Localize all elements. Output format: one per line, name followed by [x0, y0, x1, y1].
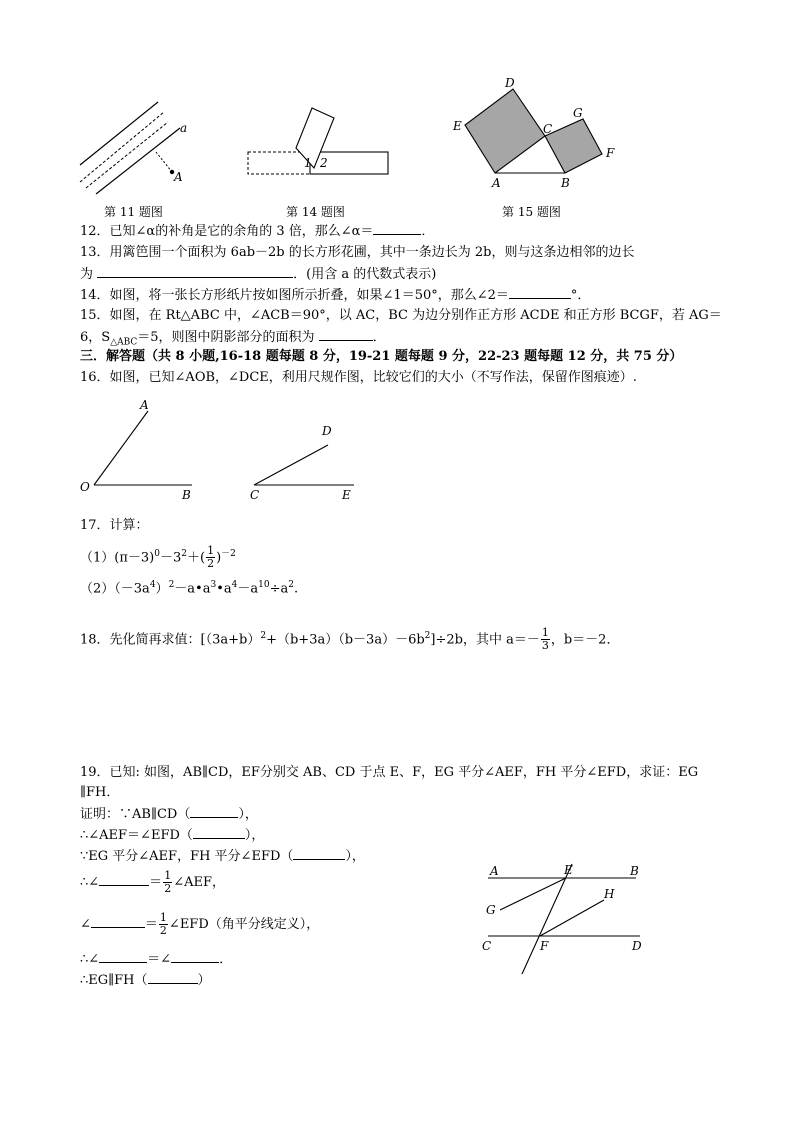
q17-p2-sup1: 4 — [149, 580, 156, 590]
q19-line4-start: ∴∠AEF＝∠EFD（ — [80, 828, 193, 843]
q12-end: ． — [421, 224, 435, 239]
q19-line7-fraction — [159, 912, 168, 937]
question-15-line-1: 15．如图，在 Rt△ABC 中，∠ACB＝90°，以 AC，BC 为边分别作正方形 ACDE 和正方形 BCGF，若 AG＝ — [80, 308, 722, 323]
q17-p1-d-sup: －2 — [221, 549, 236, 559]
fig19-line-EF — [522, 864, 572, 974]
q19-line7-start: ∠ — [80, 917, 91, 932]
q19-line4-end: ）， — [244, 828, 265, 843]
q19-reason-blank-4[interactable] — [148, 971, 198, 984]
q17-p2-text: （－3a — [114, 581, 150, 597]
q13-answer-blank[interactable] — [97, 265, 293, 278]
q13-line2-start: 为 — [80, 267, 94, 282]
q19-line3-end: ）， — [238, 807, 258, 822]
q18-den: 3 — [541, 639, 549, 653]
fig14-folded-part — [296, 108, 334, 168]
q19-reason-blank-2[interactable] — [193, 826, 245, 839]
q19-reason-blank-1[interactable] — [190, 805, 238, 818]
q19-angle-blank-3[interactable] — [99, 950, 147, 963]
q19-line8-end: ． — [219, 952, 233, 967]
question-19-line-7 — [80, 912, 319, 938]
q17-p2-t2: ） — [155, 581, 169, 597]
fig19-ray-FH — [540, 900, 604, 936]
figure-16 — [70, 395, 370, 505]
q15-line2-mid: ＝5，则图中阴影部分的面积为 — [137, 330, 315, 345]
question-17-title: 17．计算： — [80, 518, 149, 533]
q17-p1-b-sup: 2 — [181, 549, 187, 559]
q19-line7-den: 2 — [159, 924, 167, 937]
fig19-label-H: H — [604, 887, 615, 901]
fig11-line-2 — [80, 112, 164, 182]
fig15-label-A: A — [492, 176, 501, 190]
q17-p2-sup6: 2 — [288, 580, 294, 590]
q19-line6-end: ∠AEF， — [173, 875, 225, 890]
fig11-line-3 — [86, 122, 168, 188]
q18-t4: ，b＝－2． — [550, 632, 620, 648]
q17-p2-t4: •a — [216, 581, 232, 597]
section-3-title: 三．解答题（共 8 小题,16-18 题每题 8 分，19-21 题每题 9 分，22-23 题每题 12 分，共 75 分） — [80, 349, 683, 364]
question-13-line-2 — [80, 265, 436, 284]
q19-line6-num: 1 — [164, 869, 172, 882]
q19-angle-blank-4[interactable] — [171, 950, 219, 963]
q17-p2-sup5: 10 — [258, 580, 270, 590]
q17-p1-a: (π－3) — [114, 550, 155, 566]
q15-line2-end: ． — [372, 330, 386, 345]
q14-end: °． — [570, 288, 591, 303]
fig15-label-E: E — [453, 119, 462, 133]
question-19-line-5 — [80, 847, 365, 866]
q17-p1-d: ) — [216, 550, 222, 566]
figure-11 — [60, 90, 210, 200]
fig14-caption: 第 14 题图 — [286, 205, 345, 219]
q17-p2-t6: ÷a — [269, 581, 289, 597]
q19-line6-fraction — [163, 870, 172, 895]
q19-line5-start: ∵EG 平分∠AEF，FH 平分∠EFD（ — [80, 849, 294, 864]
q18-num: 1 — [541, 626, 549, 640]
q17-p2-t7: . — [293, 581, 299, 597]
question-18 — [80, 622, 619, 654]
fig16-label-B: B — [182, 488, 191, 502]
q18-fraction — [541, 627, 550, 652]
fig15-square-ACDE — [465, 89, 545, 173]
q17-p2-sup3: 3 — [210, 580, 217, 590]
fig15-label-B: B — [561, 176, 570, 190]
fig11-line-1 — [80, 102, 158, 165]
q19-line9-start: ∴EG∥FH（ — [80, 973, 148, 988]
q19-line7-mid: ＝ — [144, 917, 158, 932]
q19-line6-start: ∴∠ — [80, 875, 100, 890]
fig11-label-A: A — [174, 170, 183, 184]
q18-t3: ]÷2b，其中 a＝－ — [430, 632, 540, 648]
question-17-part-1 — [80, 540, 236, 572]
fig15-label-F: F — [606, 146, 615, 160]
fig16-label-A: A — [140, 398, 149, 412]
q18-sup1: 2 — [260, 631, 267, 641]
q19-angle-blank-2[interactable] — [91, 915, 145, 928]
fig19-label-G: G — [486, 903, 496, 917]
fig19-label-C: C — [482, 939, 492, 953]
fig16-ray-OA — [94, 411, 148, 485]
q19-line8-start: ∴∠ — [80, 952, 100, 967]
q17-p1-fraction — [206, 545, 215, 570]
q17-p2-sup4: 4 — [231, 580, 238, 590]
q15-line2-start: 6，S — [80, 330, 111, 345]
q14-answer-blank[interactable] — [509, 286, 571, 299]
q12-answer-blank[interactable] — [373, 222, 421, 235]
question-16: 16．如图，已知∠AOB，∠DCE，利用尺规作图，比较它们的大小（不写作法，保留作图痕迹）. — [80, 370, 637, 385]
fig11-line-a — [96, 128, 180, 194]
q19-line6-mid: ＝ — [149, 875, 163, 890]
fig19-label-E: E — [564, 863, 573, 877]
q19-line8-mid: ＝∠ — [147, 952, 172, 967]
fig19-ray-EG — [500, 878, 566, 910]
figure-19 — [478, 858, 658, 980]
fig14-label-1: 1 — [304, 156, 312, 170]
q12-text: 12．已知∠α的补角是它的余角的 3 倍，那么∠α＝ — [80, 224, 374, 239]
q19-line9-end: ） — [197, 973, 211, 988]
q17-p1-num: 1 — [207, 544, 215, 558]
question-19-line-1: 19．已知: 如图，AB∥CD，EF分别交 AB、CD 于点 E、F，EG 平分∠AEF，FH 平分∠EFD，求证：EG — [80, 765, 699, 780]
q17-p2-t3: －a•a — [174, 581, 211, 597]
fig16-ray-CD — [254, 445, 328, 485]
fig16-label-E: E — [342, 488, 351, 502]
question-13-line-1: 13．用篱笆围一个面积为 6ab－2b 的长方形花圃，其中一条边长为 2b，则与这条边相邻的边长 — [80, 245, 635, 260]
question-19-line-8 — [80, 950, 232, 969]
q13-line2-end: ．(用含 a 的代数式表示) — [293, 267, 437, 282]
q19-angle-blank-1[interactable] — [99, 873, 149, 886]
fig16-label-D: D — [322, 424, 332, 438]
fig19-label-D: D — [632, 939, 642, 953]
fig11-perpendicular — [156, 152, 172, 172]
fig11-label-a: a — [180, 121, 188, 135]
fig15-label-C: C — [543, 122, 553, 136]
q14-text: 14．如图，将一张长方形纸片按如图所示折叠，如果∠1＝50°，那么∠2＝ — [80, 288, 509, 303]
q17-p2-t5: －a — [237, 581, 259, 597]
fig15-label-G: G — [573, 106, 583, 120]
question-19-line-3 — [80, 805, 258, 824]
fig19-label-F: F — [540, 939, 549, 953]
fig15-caption: 第 15 题图 — [502, 205, 561, 219]
q19-line5-end: ）， — [345, 849, 365, 864]
fig14-dashed-rect — [248, 152, 310, 174]
fig15-label-D: D — [505, 76, 515, 90]
question-12 — [80, 222, 434, 241]
q17-p1-a-sup: 0 — [154, 549, 160, 559]
fig19-label-B: B — [630, 864, 639, 878]
fig14-label-2: 2 — [320, 156, 328, 170]
q19-line7-num: 1 — [159, 911, 167, 924]
question-19-line-4 — [80, 826, 264, 845]
question-17-part-2 — [80, 576, 298, 598]
question-14 — [80, 286, 590, 305]
q17-p1-b: －3 — [159, 550, 182, 566]
q15-line2-sub: △ABC — [110, 337, 138, 348]
q15-answer-blank[interactable] — [319, 328, 373, 341]
fig19-label-A: A — [490, 864, 499, 878]
q17-p2-sup2: 2 — [168, 580, 175, 590]
q19-line3-start: 证明：∵AB∥CD（ — [80, 807, 191, 822]
question-19-line-6 — [80, 870, 225, 896]
q17-p1-label: （1） — [80, 550, 115, 566]
figure-14 — [240, 100, 400, 190]
q18-sup2: 2 — [424, 631, 431, 641]
q19-reason-blank-3[interactable] — [293, 847, 345, 860]
q17-p1-c: ＋( — [187, 550, 206, 566]
q17-p1-den: 2 — [207, 557, 215, 571]
q19-line6-den: 2 — [164, 882, 172, 895]
question-19-line-2: ∥FH． — [80, 785, 120, 800]
fig16-label-C: C — [250, 488, 260, 502]
fig11-caption: 第 11 题图 — [104, 205, 163, 219]
q18-t2: +（b+3a）（b－3a）－6b — [266, 632, 425, 648]
fig16-label-O: O — [80, 480, 90, 494]
q17-p2-label: （2） — [80, 581, 115, 597]
question-19-line-9 — [80, 971, 211, 990]
q19-line7-end: ∠EFD（角平分线定义）， — [168, 917, 320, 932]
fig15-square-BCGF — [545, 119, 602, 173]
q18-t1: 18．先化简再求值：[（3a+b） — [80, 632, 261, 648]
figure-15 — [445, 75, 625, 195]
